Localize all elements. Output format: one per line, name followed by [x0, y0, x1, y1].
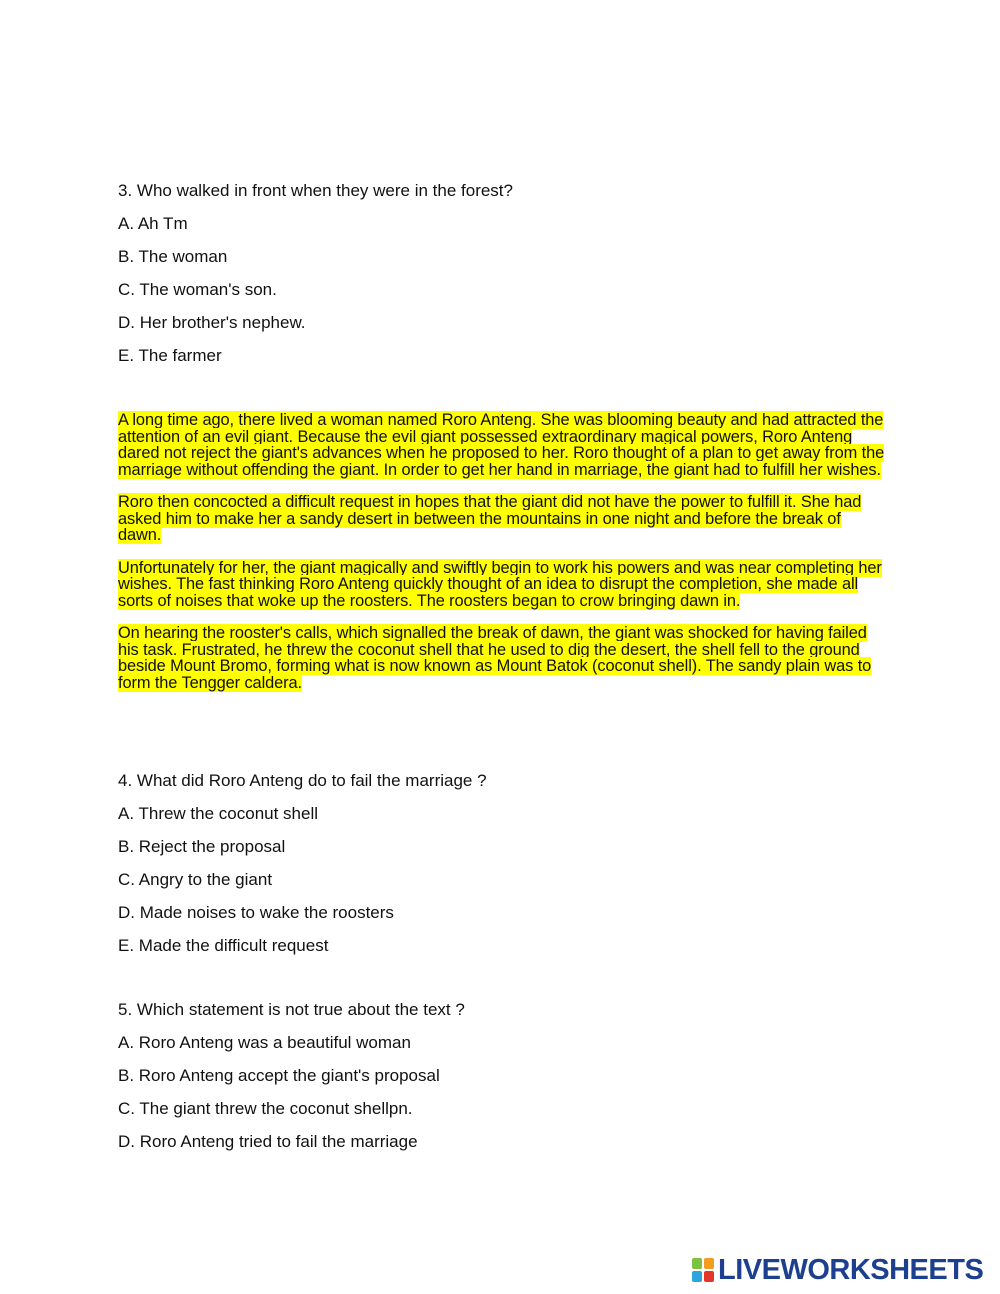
logo-square-red [704, 1271, 714, 1282]
logo-square-orange [704, 1258, 714, 1269]
reading-passage [118, 412, 888, 707]
question-5-text: 5. Which statement is not true about the text ? [118, 1000, 465, 1019]
logo-square-green [692, 1258, 702, 1269]
question-5-option-a[interactable]: A. Roro Anteng was a beautiful woman [118, 1033, 411, 1052]
passage-paragraph-3: Unfortunately for her, the giant magically and swiftly begin to work his powers and was near completing her wishes. The fast thinking Roro Anteng quickly thought of an idea to disrupt the completion, she made all sorts of noises that woke up the roosters. The roosters began to crow bringing dawn in. [118, 558, 882, 610]
question-5 [118, 1000, 888, 1165]
question-3-text: 3. Who walked in front when they were in the forest? [118, 181, 513, 200]
question-3-option-e[interactable]: E. The farmer [118, 346, 222, 365]
question-4-text: 4. What did Roro Anteng do to fail the marriage ? [118, 771, 487, 790]
question-4-option-a[interactable]: A. Threw the coconut shell [118, 804, 319, 823]
passage-paragraph [118, 412, 888, 478]
question-5-option-c[interactable]: C. The giant threw the coconut shellpn. [118, 1099, 413, 1118]
question-3-option-b[interactable]: B. The woman [118, 247, 228, 266]
question-3-option-c[interactable]: C. The woman's son. [118, 280, 277, 299]
question-3 [118, 181, 888, 379]
question-5-option-b[interactable]: B. Roro Anteng accept the giant's proposal [118, 1066, 440, 1085]
passage-paragraph [118, 560, 888, 610]
liveworksheets-logo[interactable] [692, 1255, 983, 1285]
passage-paragraph-1: A long time ago, there lived a woman named Roro Anteng. She was blooming beauty and had attracted the attention of an evil giant. Because the evil giant possessed extraordinary magical powers, Roro Anteng dared not reject the giant's advances when he proposed to her. Roro thought of a plan to get away from the marriage without offending the giant. In order to get her hand in marriage, the giant had to fulfill her wishes. [118, 411, 885, 479]
question-3-option-d[interactable]: D. Her brother's nephew. [118, 313, 306, 332]
question-4-option-d[interactable]: D. Made noises to wake the roosters [118, 903, 394, 922]
question-4-option-b[interactable]: B. Reject the proposal [118, 837, 286, 856]
question-3-option-a[interactable]: A. Ah Tm [118, 214, 188, 233]
question-4-option-e[interactable]: E. Made the difficult request [118, 936, 329, 955]
question-4-option-c[interactable]: C. Angry to the giant [118, 870, 273, 889]
liveworksheets-logo-icon [692, 1258, 714, 1282]
logo-text: LIVEWORKSHEETS [718, 1254, 984, 1286]
passage-paragraph [118, 494, 888, 544]
passage-paragraph [118, 625, 888, 691]
passage-paragraph-2: Roro then concocted a difficult request in hopes that the giant did not have the power to fulfill it. She had asked him to make her a sandy desert in between the mountains in one night and before the break of dawn. [118, 493, 862, 544]
passage-paragraph-4: On hearing the rooster's calls, which signalled the break of dawn, the giant was shocked for having failed his task. Frustrated, he threw the coconut shell that he used to dig the desert, the shell fell to the ground beside Mount Bromo, forming what is now known as Mount Batok (coconut shell). The sandy plain was to form the Tengger caldera. [118, 624, 872, 692]
logo-square-blue [692, 1271, 702, 1282]
question-5-option-d[interactable]: D. Roro Anteng tried to fail the marriage [118, 1132, 418, 1151]
question-4 [118, 771, 888, 969]
